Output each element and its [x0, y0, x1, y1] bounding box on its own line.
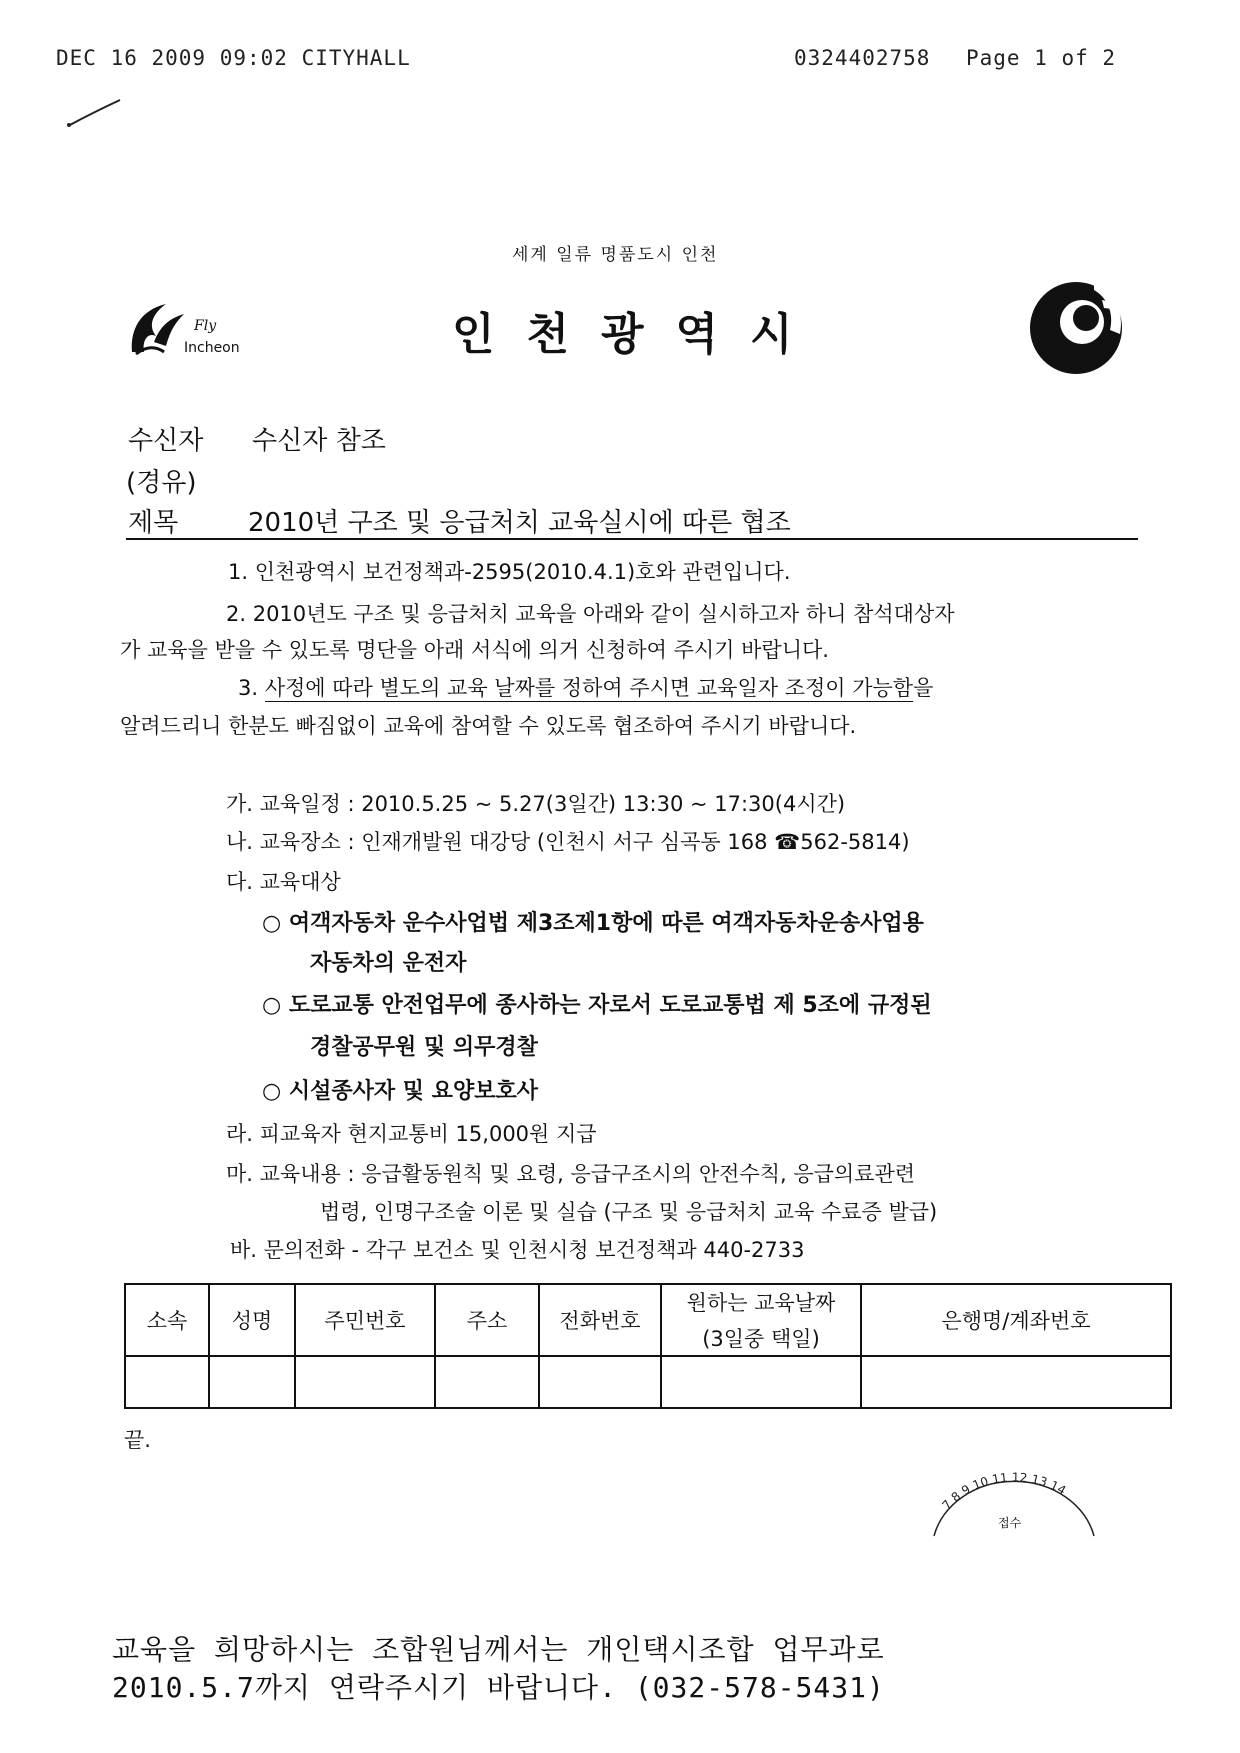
col-preferred-date-label: 원하는 교육날짜	[686, 1291, 836, 1315]
fly-incheon-logo-icon	[126, 296, 256, 360]
target-3: ○ 시설종사자 및 요양보호사	[262, 1079, 538, 1104]
fly-incheon-logo	[126, 296, 256, 360]
col-preferred-date	[661, 1284, 861, 1356]
org-title: 인천광역시	[452, 309, 825, 360]
col-address: 주소	[435, 1284, 539, 1356]
target-1-line-2: 자동차의 운전자	[310, 951, 467, 976]
target-1-line-1: ○ 여객자동차 운수사업법 제3조제1항에 따른 여객자동차운송사업용	[262, 911, 924, 936]
recipient-label: 수신자	[128, 426, 204, 456]
detail-transport-fee: 라. 피교육자 현지교통비 15,000원 지급	[226, 1122, 597, 1146]
pen-mark	[64, 96, 124, 132]
table-row[interactable]	[125, 1356, 1171, 1408]
svg-text:Incheon: Incheon	[184, 340, 240, 356]
stamp-label: 접수	[998, 1516, 1022, 1530]
cell-bank-account[interactable]	[861, 1356, 1171, 1408]
footer-note-line-2: 2010.5.7까지 연락주시기 바랍니다. (032-578-5431)	[112, 1671, 885, 1704]
col-name: 성명	[209, 1284, 295, 1356]
fax-phone: 0324402758	[794, 46, 931, 70]
footer-note-line-1: 교육을 희망하시는 조합원님께서는 개인택시조합 업무과로	[112, 1633, 885, 1666]
col-resident-number: 주민번호	[295, 1284, 435, 1356]
paragraph-3-line-1	[238, 672, 933, 702]
col-affiliation: 소속	[125, 1284, 209, 1356]
incheon-emblem-icon	[1024, 274, 1128, 378]
target-2-line-2: 경찰공무원 및 의무경찰	[310, 1035, 538, 1060]
paragraph-3-underlined: 사정에 따라 별도의 교육 날짜를 정하여 주시면 교육일자 조정이 가능함	[264, 676, 914, 700]
stamp-numbers: 7 8 9 10 11 12 13 14	[939, 1470, 1069, 1513]
detail-content-line-2: 법령, 인명구조술 이론 및 실습 (구조 및 응급처치 교육 수료증 발급)	[320, 1200, 938, 1224]
subject-value: 2010년 구조 및 응급처치 교육실시에 따른 협조	[248, 508, 791, 538]
cell-name[interactable]	[209, 1356, 295, 1408]
end-mark: 끝.	[124, 1428, 151, 1452]
cell-affiliation[interactable]	[125, 1356, 209, 1408]
detail-target-heading: 다. 교육대상	[226, 870, 341, 894]
cell-phone[interactable]	[539, 1356, 661, 1408]
table-header-row	[125, 1284, 1171, 1356]
svg-text:Fly: Fly	[194, 318, 217, 334]
paragraph-2-line-2: 가 교육을 받을 수 있도록 명단을 아래 서식에 의거 신청하여 주시기 바랍니다.	[120, 638, 829, 662]
fax-header-left: DEC 16 2009 09:02 CITYHALL	[56, 46, 411, 70]
application-form-table	[124, 1283, 1172, 1409]
detail-content-line-1: 마. 교육내용 : 응급활동원칙 및 요령, 응급구조시의 안전수칙, 응급의료관련	[226, 1162, 916, 1186]
subject-label: 제목	[128, 508, 179, 538]
city-slogan: 세계 일류 명품도시 인천	[512, 245, 719, 265]
paragraph-3-rest: 을	[913, 676, 934, 700]
svg-text:7 8 9 10 11 12 13 14	[939, 1470, 1068, 1512]
paragraph-2-line-1: 2. 2010년도 구조 및 응급처치 교육을 아래와 같이 실시하고자 하니 참석대상자	[226, 602, 955, 626]
cell-resident-number[interactable]	[295, 1356, 435, 1408]
col-preferred-date-sub: (3일중 택일)	[702, 1327, 820, 1351]
target-2-line-1: ○ 도로교통 안전업무에 종사하는 자로서 도로교통법 제 5조에 규정된	[262, 993, 932, 1018]
recipient-value: 수신자 참조	[252, 426, 386, 456]
subject-rule	[126, 538, 1138, 540]
incheon-emblem	[1024, 274, 1128, 378]
col-phone: 전화번호	[539, 1284, 661, 1356]
fax-page: Page 1 of 2	[966, 46, 1117, 70]
detail-schedule: 가. 교육일정 : 2010.5.25 ~ 5.27(3일간) 13:30 ~ 17:30(4시간)	[226, 792, 846, 816]
cell-preferred-date[interactable]	[661, 1356, 861, 1408]
received-stamp	[928, 1470, 1100, 1540]
via-label: (경유)	[126, 468, 197, 498]
detail-inquiry: 바. 문의전화 - 각구 보건소 및 인천시청 보건정책과 440-2733	[230, 1238, 805, 1262]
cell-address[interactable]	[435, 1356, 539, 1408]
paragraph-1: 1. 인천광역시 보건정책과-2595(2010.4.1)호와 관련입니다.	[228, 560, 791, 584]
paragraph-3-number: 3.	[238, 676, 265, 700]
paragraph-3-line-2: 알려드리니 한분도 빠짐없이 교육에 참여할 수 있도록 협조하여 주시기 바랍니다.	[120, 714, 857, 738]
detail-location: 나. 교육장소 : 인재개발원 대강당 (인천시 서구 심곡동 168 ☎562-5814)	[226, 830, 910, 854]
col-bank-account: 은행명/계좌번호	[861, 1284, 1171, 1356]
